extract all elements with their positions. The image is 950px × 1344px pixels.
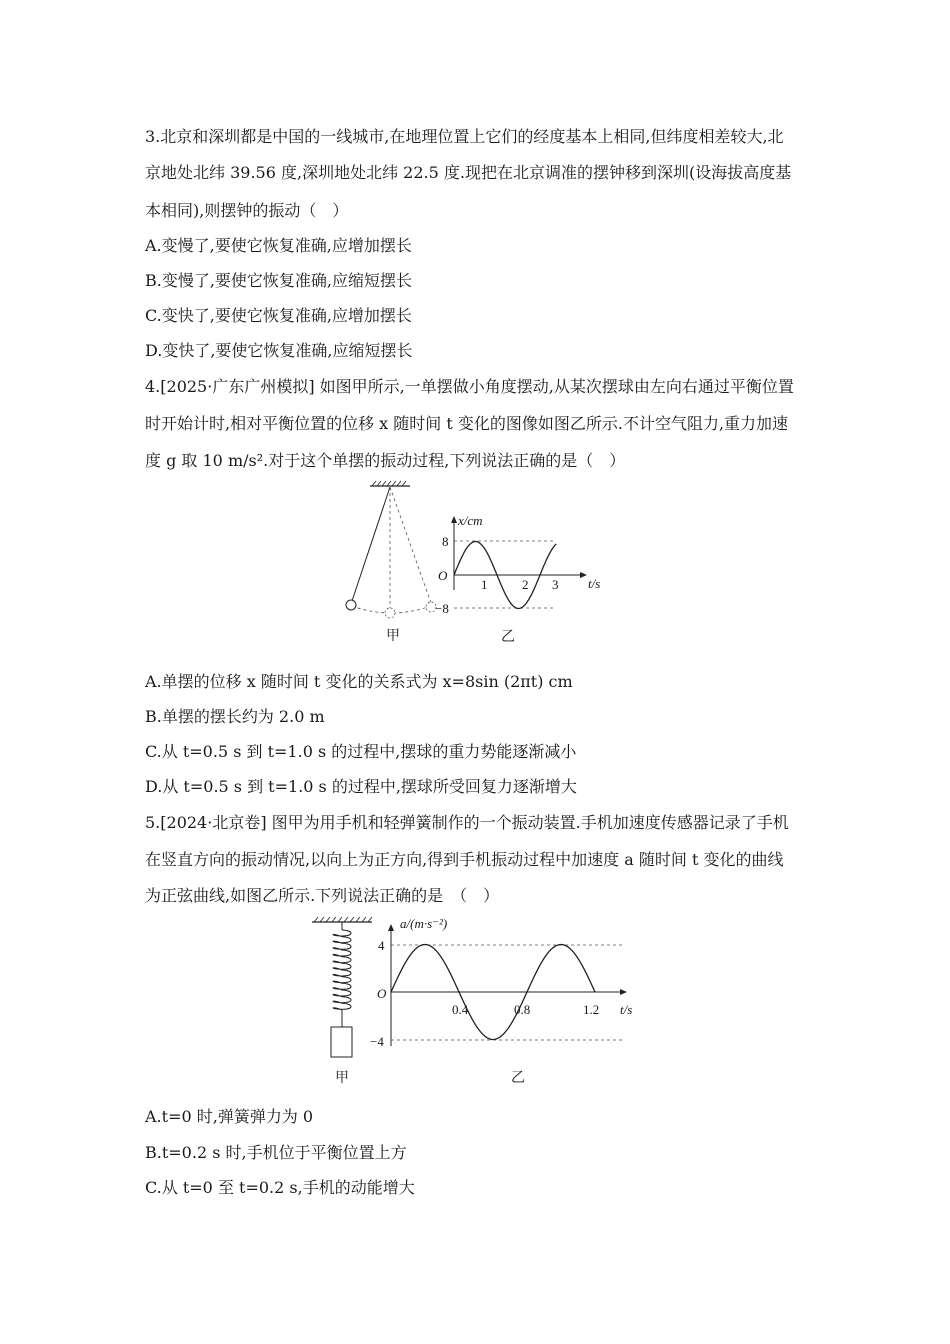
q3-stem-line-2: 京地处北纬 39.56 度,深圳地处北纬 22.5 度.现把在北京调准的摆钟移到深圳(设海拔高度基 — [145, 163, 792, 182]
q5-option-c: C.从 t=0 至 t=0.2 s,手机的动能增大 — [145, 1178, 415, 1197]
q5-stem-line-2: 在竖直方向的振动情况,以向上为正方向,得到手机振动过程中加速度 a 随时间 t 变化的曲线 — [145, 850, 784, 869]
q3-stem-line-1: 3.北京和深圳都是中国的一线城市,在地理位置上它们的经度基本上相同,但纬度相差较大,北 — [145, 127, 784, 146]
q5-y-tick-bottom: −4 — [370, 1034, 384, 1049]
q5-figure — [300, 912, 650, 1092]
q3-option-a: A.变慢了,要使它恢复准确,应增加摆长 — [145, 236, 412, 255]
q4-origin-label: O — [438, 568, 448, 583]
q5-option-b: B.t=0.2 s 时,手机位于平衡位置上方 — [145, 1143, 407, 1162]
q4-xt-graph — [451, 516, 587, 609]
q4-option-d: D.从 t=0.5 s 到 t=1.0 s 的过程中,摆球所受回复力逐渐增大 — [145, 777, 577, 796]
q5-origin-label: O — [377, 986, 387, 1001]
q4-option-b: B.单摆的摆长约为 2.0 m — [145, 707, 325, 726]
q3-stem-line-3: 本相同),则摆钟的振动（ ） — [145, 201, 349, 220]
q5-stem-line-1: 5.[2024·北京卷] 图甲为用手机和轻弹簧制作的一个振动装置.手机加速度传感器记录了手机 — [145, 813, 789, 832]
q5-label-left: 甲 — [335, 1071, 349, 1086]
q5-x-axis-label: t/s — [620, 1002, 633, 1017]
q5-x-tick-1: 0.4 — [452, 1002, 469, 1017]
q5-stem-line-3: 为正弦曲线,如图乙所示.下列说法正确的是 （ ） — [145, 886, 500, 905]
q5-x-tick-3: 1.2 — [583, 1002, 600, 1017]
q4-x-tick-1: 1 — [481, 577, 488, 592]
q4-x-tick-3: 3 — [552, 577, 559, 592]
q4-y-tick-bottom: −8 — [435, 601, 449, 616]
q3-option-d: D.变快了,要使它恢复准确,应缩短摆长 — [145, 341, 413, 360]
q4-y-tick-top: 8 — [442, 534, 449, 549]
q5-option-a: A.t=0 时,弹簧弹力为 0 — [145, 1107, 314, 1126]
q5-y-tick-top: 4 — [378, 938, 385, 953]
q5-at-graph — [388, 924, 627, 1046]
q4-label-right: 乙 — [501, 630, 515, 645]
q4-option-c: C.从 t=0.5 s 到 t=1.0 s 的过程中,摆球的重力势能逐渐减小 — [145, 742, 577, 761]
q3-option-c: C.变快了,要使它恢复准确,应增加摆长 — [145, 306, 412, 325]
q4-stem-line-1: 4.[2025·广东广州模拟] 如图甲所示,一单摆做小角度摆动,从某次摆球由左向右通过平衡位置 — [145, 377, 794, 396]
q4-y-axis-label: x/cm — [458, 513, 483, 528]
q5-y-axis-label: a/(m·s⁻²) — [400, 916, 448, 931]
q4-stem-line-2: 时开始计时,相对平衡位置的位移 x 随时间 t 变化的图像如图乙所示.不计空气阻力,重力加速 — [145, 414, 789, 433]
q4-x-axis-label: t/s — [588, 576, 601, 591]
pendulum-diagram — [346, 481, 436, 618]
q5-label-right: 乙 — [511, 1071, 525, 1086]
q4-figure — [330, 478, 630, 648]
q4-x-tick-2: 2 — [522, 577, 529, 592]
q4-option-a: A.单摆的位移 x 随时间 t 变化的关系式为 x=8sin (2πt) cm — [145, 672, 573, 691]
spring-device-diagram — [312, 917, 372, 1057]
q4-stem-line-3: 度 g 取 10 m/s².对于这个单摆的振动过程,下列说法正确的是（ ） — [145, 451, 626, 470]
q3-option-b: B.变慢了,要使它恢复准确,应缩短摆长 — [145, 271, 413, 290]
q4-label-left: 甲 — [386, 629, 400, 644]
q5-x-tick-2: 0.8 — [514, 1002, 531, 1017]
